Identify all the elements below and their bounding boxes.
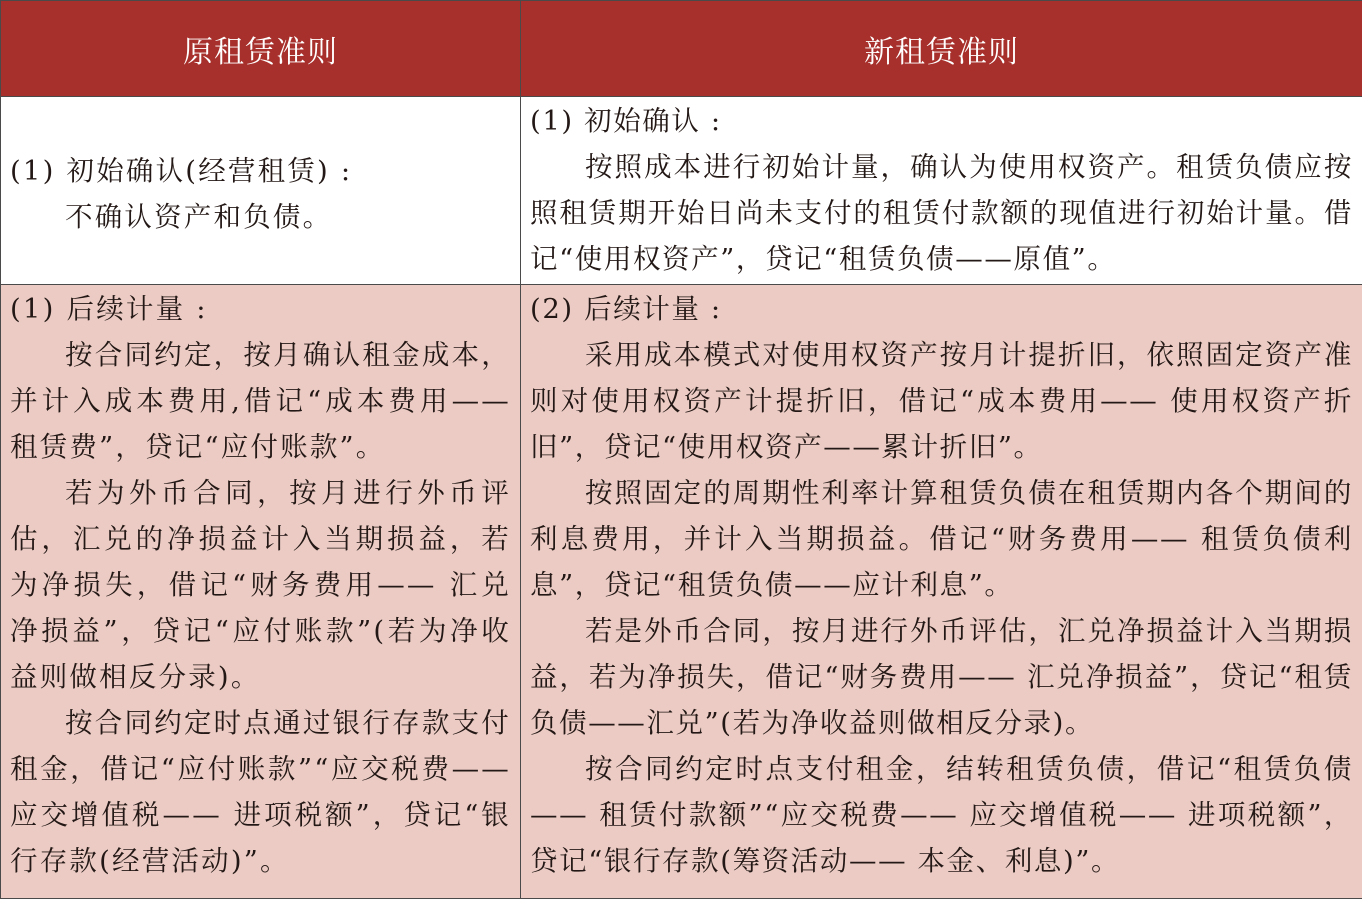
cell-new-initial (521, 97, 1362, 285)
cell-heading: (1) 初始确认 : (530, 105, 722, 137)
table-row-initial-recognition (1, 97, 1362, 285)
header-row (1, 1, 1362, 97)
cell-paragraph: 按照固定的周期性利率计算租赁负债在租赁期内各个期间的利息费用，并计入当期损益。借记“财务费用—— 租赁负债利息”，贷记“租赁负债——应计利息”。 (530, 477, 1353, 601)
cell-heading: (1) 后续计量 : (10, 293, 208, 325)
cell-old-initial (1, 97, 521, 285)
cell-old-subsequent (1, 285, 521, 899)
cell-paragraph: 若是外币合同，按月进行外币评估，汇兑净损益计入当期损益，若为净损失，借记“财务费用—— 汇兑净损益”，贷记“租赁负债——汇兑”(若为净收益则做相反分录)。 (530, 615, 1353, 739)
cell-paragraph: 按合同约定，按月确认租金成本，并计入成本费用,借记“成本费用——租赁费”，贷记“应付账款”。 (10, 339, 511, 463)
cell-paragraph: 不确认资产和负债。 (65, 201, 333, 233)
cell-paragraph: 采用成本模式对使用权资产按月计提折旧，依照固定资产准则对使用权资产计提折旧，借记“成本费用—— 使用权资产折旧”，贷记“使用权资产——累计折旧”。 (530, 339, 1353, 463)
cell-paragraph: 若为外币合同，按月进行外币评估，汇兑的净损益计入当期损益，若为净损失，借记“财务费用—— 汇兑净损益”，贷记“应付账款”(若为净收益则做相反分录)。 (10, 477, 511, 693)
header-old-standard: 原租赁准则 (1, 1, 521, 97)
cell-heading: (1) 初始确认(经营租赁) : (10, 155, 353, 187)
cell-paragraph: 按合同约定时点支付租金，结转租赁负债，借记“租赁负债—— 租赁付款额”“应交税费—— 应交增值税—— 进项税额”，贷记“银行存款(筹资活动—— 本金、利息)”。 (530, 753, 1353, 877)
cell-paragraph: 按照成本进行初始计量，确认为使用权资产。租赁负债应按照租赁期开始日尚未支付的租赁付款额的现值进行初始计量。借记“使用权资产”，贷记“租赁负债——原值”。 (530, 151, 1353, 275)
cell-paragraph: 按合同约定时点通过银行存款支付租金，借记“应付账款”“应交税费—— 应交增值税—— 进项税额”，贷记“银行存款(经营活动)”。 (10, 707, 511, 877)
cell-new-subsequent (521, 285, 1362, 899)
header-new-standard: 新租赁准则 (521, 1, 1362, 97)
table-row-subsequent-measurement (1, 285, 1362, 899)
cell-heading: (2) 后续计量 : (530, 293, 722, 325)
